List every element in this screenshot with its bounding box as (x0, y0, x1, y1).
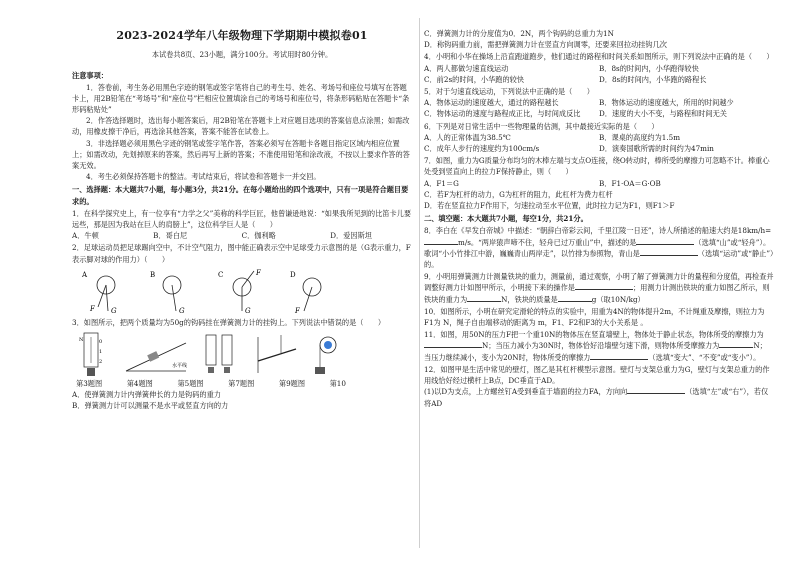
fig3-zero: 0 (99, 339, 103, 346)
exam-title: 2023-2024学年八年级物理下学期期中模拟卷01 (116, 29, 368, 42)
q11-part-2: N；当压力减小为30N时，物体恰好沿墙壁匀速下滑，则物体所受摩擦力为 (482, 341, 720, 351)
note-2: 2．作答选择题时，选出每小题答案后，用2B铅笔在答题卡上对应题目选项的答案信息点涂黑；如需改动，用橡皮擦干净后，再选涂其他答案，答案不能答在试卷上。 (72, 116, 410, 137)
column-divider (419, 18, 420, 548)
q1-option-b: B．哥白尼 (153, 231, 188, 241)
question-4 (424, 51, 774, 85)
lever-bar (258, 349, 296, 361)
fig7-lever (258, 335, 296, 373)
question-1 (72, 208, 412, 242)
left-column (72, 30, 412, 412)
q7-options-row-1 (424, 178, 774, 189)
fig4-incline (126, 343, 187, 371)
q5-stem: 5．对于匀速直线运动，下列说法中正确的是（ ） (424, 87, 594, 97)
q6-stem: 6．下列是对日常生活中一些物理量的估测，其中最接近实际的是（ ） (424, 121, 659, 131)
q6-option-d: D．演奏国歌所需的时间约为47min (599, 144, 714, 154)
fig3-two: 2 (99, 359, 103, 366)
question-12 (424, 364, 774, 409)
question-11 (424, 329, 774, 363)
question-10: 10．如图所示，小明在研究定滑轮的特点的实验中，用重为4N的物体提升2m，不计绳重及摩擦，则拉力为F1为 N，绳子自由端移动的距离为 m，F1、F2和F3的大小关系是 。 (424, 306, 765, 328)
q2-a-f: F (90, 304, 95, 313)
q4-option-a: A．两人都做匀速直线运动 (424, 63, 509, 73)
q9-part-3: N，铁块的质量是 (501, 294, 558, 304)
q5-option-c: C．物体运动的速度与路程成正比，与时间成反比 (424, 109, 581, 119)
q3-option-b: B．弹簧测力计可以测量不是水平或竖直方向的力 (72, 401, 229, 411)
q9-part-4: g（取10N/kg） (591, 294, 645, 304)
note-1: 1．答卷前，考生务必用黑色字迹的钢笔或签字笔将自己的考生号、姓名、考场号和座位号填写在答题卡上，用2B铅笔在“考场号”和“座位号”栏相应位置填涂自己的考场号和座位号，将条形码粘贴在答题卡“条形码粘贴处” (72, 82, 410, 115)
q1-stem: 1．在科学探究史上，有一位享有“力学之父”美称的科学巨匠，他曾谦逊地说：“如果我所见到的比笛卡儿要远些，那是因为我站在巨人的肩膀上”，这位科学巨人是（ ） (72, 208, 412, 230)
q2-c-f: F (256, 268, 261, 277)
q2-d-f: F (295, 306, 300, 315)
figure-strip (76, 331, 376, 377)
force-arrow-icon (304, 287, 312, 311)
q8-blank-1 (424, 237, 458, 245)
q7-stem: 7．如图，重力为G质量分布均匀的木棒左端与支点O连接，绕O转动时，棒所受的摩擦力可忽略不计。棒重心处受到竖直向上的拉力F保持静止，则（ ） (424, 156, 770, 177)
force-arrow-icon (242, 271, 254, 287)
pulley-hub-icon (324, 341, 332, 349)
q2-c-g: G (245, 306, 251, 315)
q2-diagram-d (290, 271, 321, 315)
weight-icon (208, 367, 214, 373)
q4-stem: 4．小明和小华在操场上沿直跑道跑步，他们通过的路程和时间关系如图所示，则下列说法中正确的是（ ） (424, 52, 774, 62)
note-4: 4．考生必须保持答题卡的整洁。考试结束后，将试卷和答题卡一并交回。 (86, 172, 321, 182)
fig3-one: 1 (99, 349, 103, 356)
fig5-scales (206, 335, 232, 373)
q9-blank-2 (467, 294, 501, 302)
q9-blank-3 (558, 294, 592, 302)
q2-label-d: D (290, 270, 296, 279)
q11-part-1: 11．如图，用50N的压力F把一个重10N的物体压在竖直墙壁上，物体处于静止状态，物体所受的摩擦力为 (424, 330, 764, 340)
q8-part-1: 8．李白在《早发白帝城》中描述：“朝辞白帝彩云间，千里江陵一日还”，诗人所描述的船速大约是18km/h= (424, 226, 772, 236)
q2-label-a: A (82, 270, 88, 279)
fig3-n: N (79, 337, 84, 344)
q6-option-b: B．课桌的高度约为1.5m (599, 132, 681, 142)
question-2 (72, 242, 412, 314)
caption-fig7: 第7题图 (228, 379, 255, 389)
q4-option-b: B．8s的时间内，小华跑得较快 (599, 63, 699, 73)
q7-option-a: A．F1＝G (424, 178, 459, 188)
spring-scale-icon (222, 335, 232, 365)
q2-force-diagrams (76, 267, 376, 315)
q2-diagram-c (218, 269, 262, 315)
section-1-heading: 一、选择题：本大题共7小题，每小题3分，共21分。在每小题给出的四个选项中，只有一项是符合题目要求的。 (72, 185, 409, 206)
q3-figure-strip (76, 331, 412, 377)
caption-fig5: 第5题图 (177, 379, 204, 389)
caption-fig10: 第10 (329, 379, 346, 389)
q11-part-4: （选填“变大”、“不变”或“变小”）。 (648, 352, 761, 362)
q11-blank-2 (719, 340, 753, 348)
q6-option-c: C．成年人步行的速度约为100cm/s (424, 144, 540, 154)
gravity-arrow-icon (172, 285, 176, 311)
q2-figures (76, 267, 412, 315)
q6-options-row-2 (424, 143, 774, 154)
q5-option-d: D．速度的大小不变，与路程和时间无关 (599, 109, 727, 119)
q12-sub-1 (424, 386, 774, 408)
caption-fig4: 第4题图 (126, 379, 153, 389)
q1-option-a: A．牛顿 (72, 231, 99, 241)
q1-option-d: D．爱因斯坦 (330, 231, 372, 241)
q4-options-row-2 (424, 74, 774, 85)
q3-stem: 3．如图所示，把两个质量均为50g的钩码挂在弹簧测力计的挂钩上。下列说法中错误的是（ ） (72, 317, 386, 327)
question-6 (424, 121, 774, 155)
weight-icon (315, 367, 325, 374)
right-column (424, 28, 774, 409)
q2-b-g: G (179, 306, 185, 315)
q8-part-3: （选填“山”或“轻舟”）。歌词“小小竹排江中游，巍巍青山两岸走”，以竹排为参照物，青山是 (424, 237, 771, 258)
q5-option-b: B．物体运动的速度越大，所用的时间越少 (599, 98, 734, 108)
q5-option-a: A．物体运动的速度越大，通过的路程越长 (424, 98, 559, 108)
caption-fig9: 第9题图 (278, 379, 306, 389)
q6-options-row-1 (424, 132, 774, 143)
q3-option-c: C．弹簧测力计的分度值为0．2N，两个钩码的总重力为1N (424, 29, 614, 38)
q12-blank-1 (627, 386, 685, 394)
q9-part-2: ；用测力计测出铁块的重力如图乙所示，则铁块的重力为 (424, 283, 770, 304)
section-2-heading: 二、填空题：本大题共7小题，每空1分，共21分。 (424, 214, 588, 224)
q5-options-row-1 (424, 97, 774, 108)
q4-options-row-1 (424, 63, 774, 74)
q4-option-d: D．8s的时间内，小华跑的路程长 (599, 74, 707, 84)
weight-icon (87, 372, 95, 376)
q1-options (72, 230, 412, 241)
q7-option-c: C．若F为杠杆的动力，G为杠杆的阻力，此杠杆为费力杠杆 (424, 189, 613, 199)
q7-option-d: D．若在竖直拉力F作用下，匀速拉动至水平位置，此时拉力记为F1，则F1＞F (424, 201, 675, 211)
q2-diagram-b (150, 271, 185, 315)
question-3 (72, 317, 412, 412)
q3-option-d: D．称钩码重力前，需把弹簧测力计在竖直方向调零，还要来回拉动挂钩几次 (424, 40, 667, 50)
question-7 (424, 155, 774, 211)
gravity-arrow-icon (106, 285, 108, 311)
weight-icon (87, 368, 95, 372)
q9-part-1: 9．小明用弹簧测力计测量铁块的重力，测量前，通过观察，小明了解了弹簧测力计的量程和分度值，再检查并调整好测力计如图甲所示，小明接下来的操作是 (424, 272, 774, 293)
notes-heading: 注意事项： (72, 71, 108, 81)
q8-part-4: （选填“运动”或“静止”）的。 (424, 248, 774, 270)
note-3: 3．非选择题必须用黑色字迹的钢笔或签字笔作答，答案必须写在答题卡各题目指定区域内相应位置上；如需改动，先划掉原来的答案，然后再写上新的答案；不准使用铅笔和涂改液，不按以上要求作答的答案无效。 (72, 138, 410, 171)
q12-sub1-text: (1)以D为支点，上方螺丝钉A受到垂直于墙面的拉力FA，方向向 (424, 387, 628, 397)
fig9-apparatus (315, 337, 336, 374)
q12-stem: 12．如图甲是生活中常见的壁灯，图乙是其杠杆模型示意图。壁灯与支架总重力为G，壁灯与支架总重力的作用线恰好经过横杆上B点，DC垂直于AD。 (424, 364, 770, 386)
q3-option-a: A．使弹簧测力计内弹簧伸长的力是钩码的重力 (72, 390, 221, 400)
q2-label-c: C (218, 270, 224, 279)
question-9 (424, 271, 774, 305)
q8-blank-2 (636, 237, 694, 245)
q11-blank-3 (590, 352, 648, 360)
q3-figure-captions (76, 378, 346, 389)
fig3-spring-scale (79, 333, 102, 376)
q11-blank-1 (424, 340, 482, 348)
question-5 (424, 86, 774, 120)
q2-stem: 2．足球运动员把足球踢向空中，不计空气阻力，图中能正确表示空中足球受力示意图的是（G表示重力，F表示脚对球的作用力）（ ） (72, 243, 411, 264)
q1-option-c: C．伽利略 (241, 231, 276, 241)
q12-sub1-tail: （选填“左”或“右”），若仅将AD (424, 387, 769, 408)
q8-part-2: m/s。“两岸猿声啼不住，轻舟已过万重山”中，描述的是 (458, 237, 637, 247)
q2-diagram-a (81, 271, 117, 315)
q6-option-a: A．人的正常体温为38.5℃ (424, 132, 511, 142)
spring-scale-icon (206, 335, 216, 365)
q9-blank-1 (575, 282, 633, 290)
q5-options-row-2 (424, 108, 774, 119)
caption-fig3: 第3题图 (76, 379, 103, 389)
question-8 (424, 225, 774, 270)
incline-label: 水平线 (172, 363, 188, 370)
weight-icon (224, 367, 230, 373)
q4-option-c: C．前2s的时间，小华跑的较快 (424, 74, 525, 84)
q11-part-3: N；当压力继续减小，变小为20N时，物体所受的摩擦力 (424, 341, 767, 362)
force-arrow-icon (98, 285, 106, 307)
exam-subtitle: 本试卷共8页、23小题，满分100分。考试用时80分钟。 (151, 50, 333, 60)
q2-a-g: G (111, 306, 117, 315)
q7-option-b: B．F1·OA＝G·OB (599, 178, 661, 188)
q8-blank-3 (640, 248, 698, 256)
q2-label-b: B (150, 270, 156, 279)
